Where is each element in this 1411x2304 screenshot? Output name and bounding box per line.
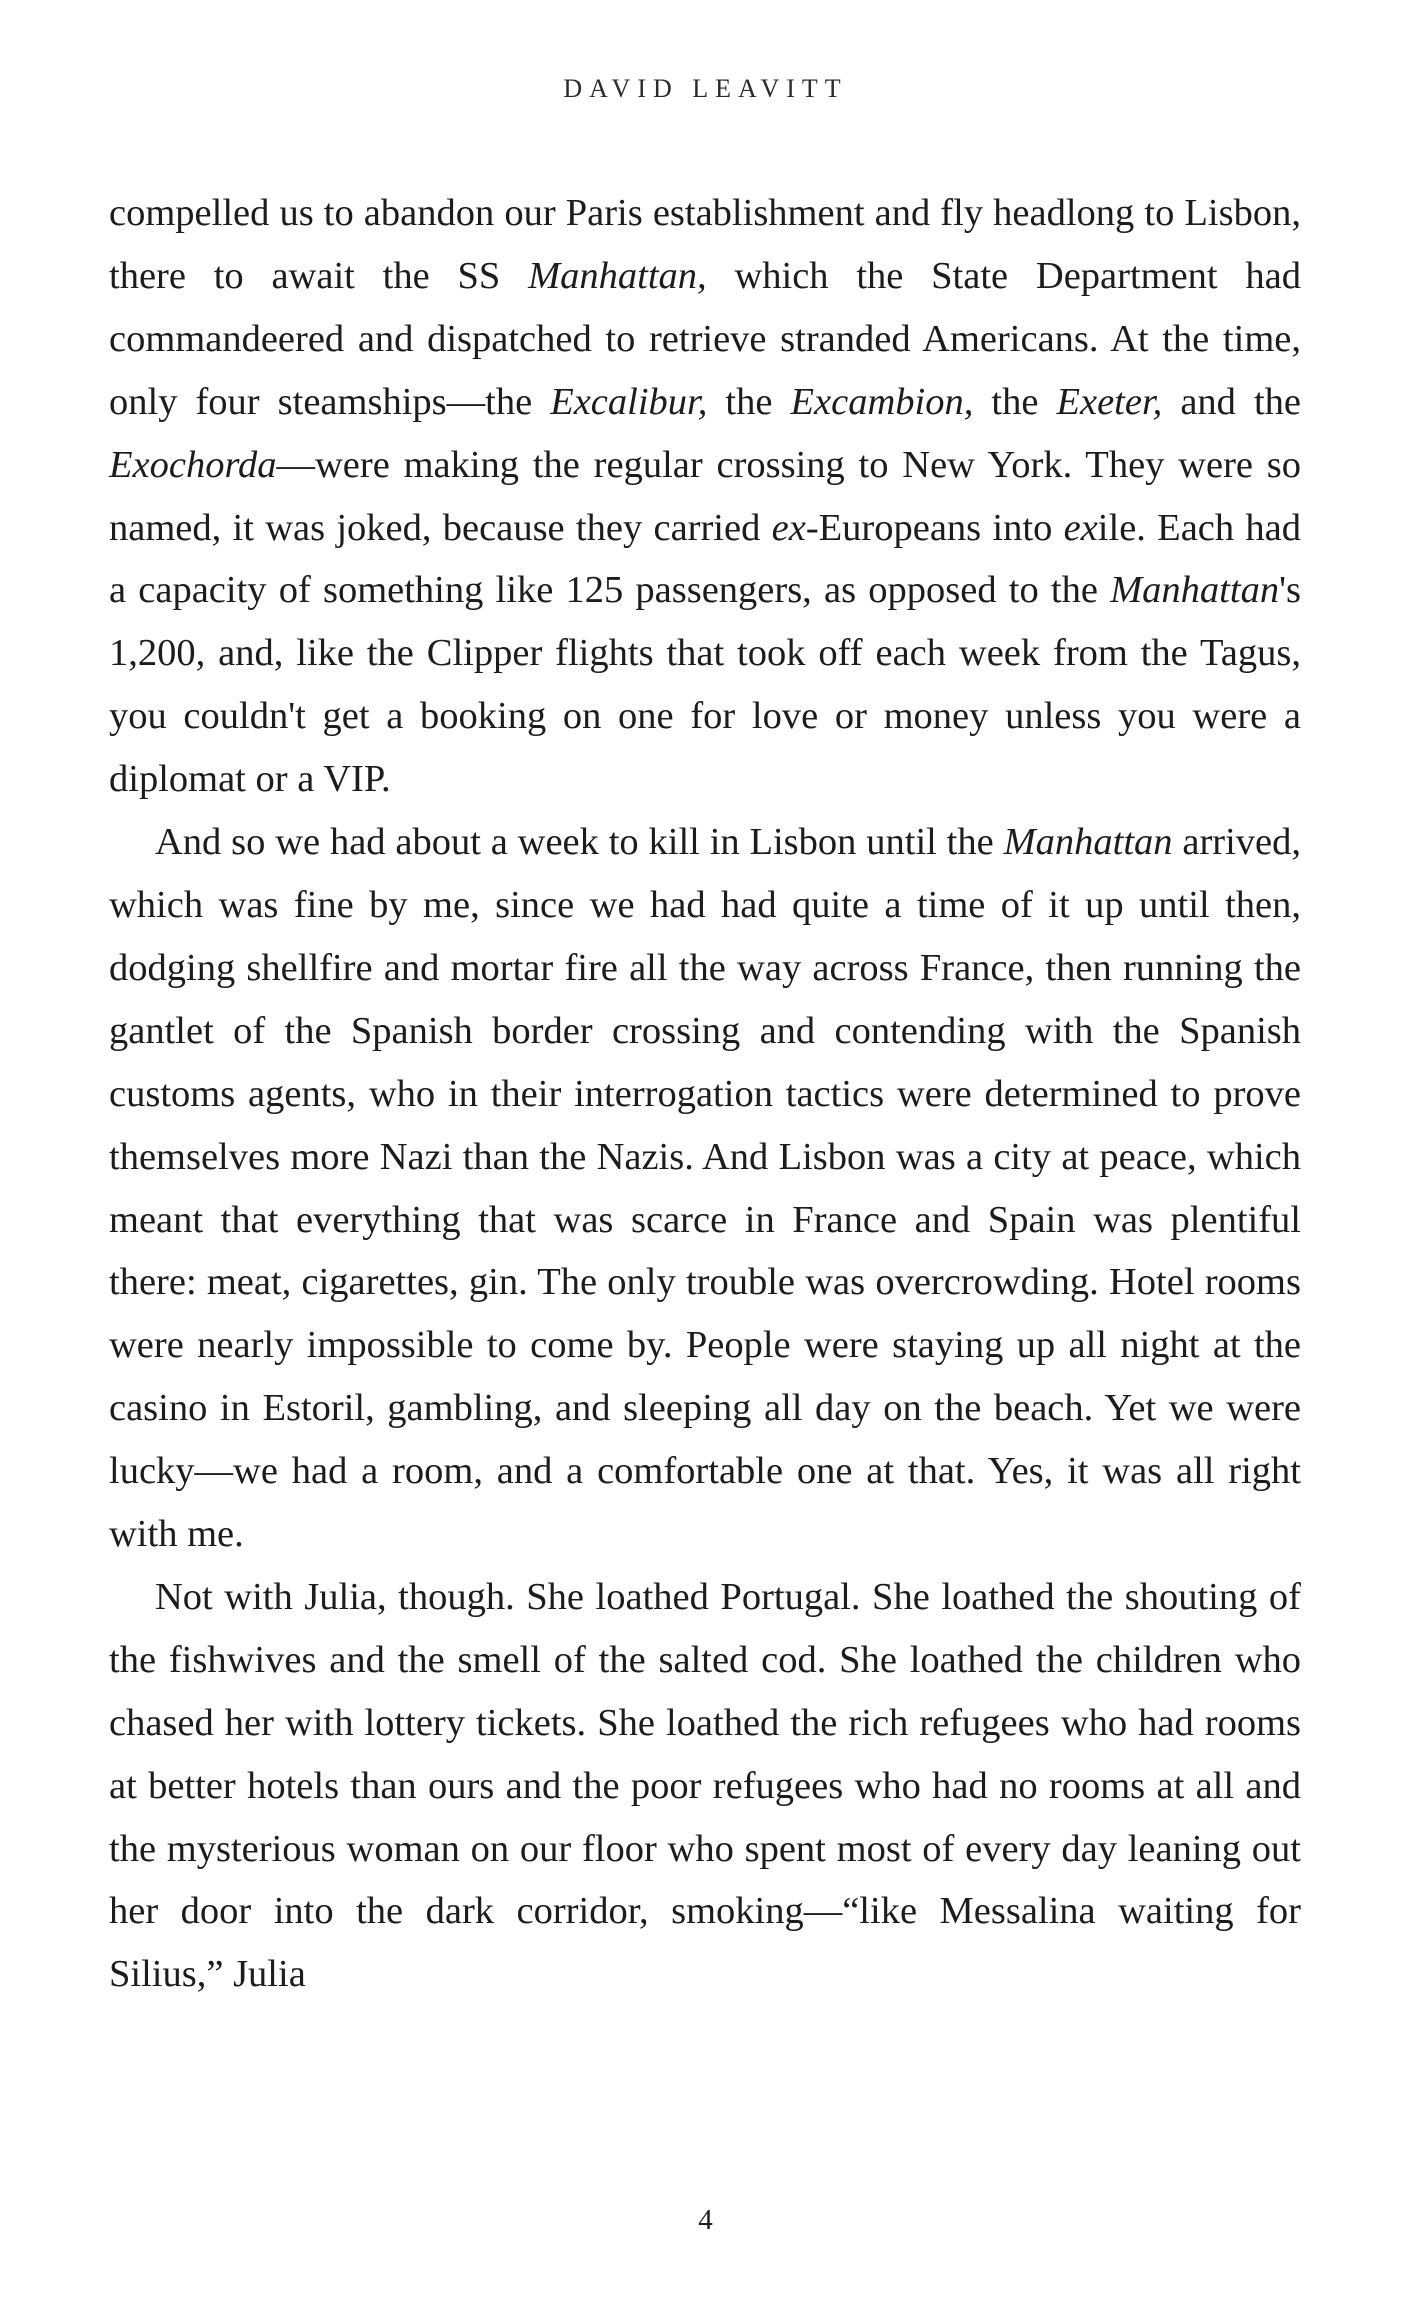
- p1-text-2: which the State Department had commandeered and dispatched to retrieve stranded Americans. At the time, only four steamships—the: [109, 254, 1302, 423]
- paragraph-1: [109, 182, 1301, 811]
- p1-text-9: 's 1,200, and, like the Clipper flights that took off each week from the Tagus, you couldn't get a booking on one for love or money unless you were a diplomat or a VIP.: [109, 569, 1301, 801]
- page-body: [109, 182, 1301, 2006]
- p1-text-1: compelled us to abandon our Paris establishment and fly headlong to Lisbon, there to await the SS: [109, 192, 1301, 297]
- p1-text-7: -Europeans into: [805, 506, 1064, 549]
- p2-ship-manhattan: Manhattan: [1003, 821, 1173, 864]
- p1-text-4: the: [973, 380, 1057, 423]
- p1-text-6: —were making the regular crossing to New York. They were so named, it was joked, because they carried: [109, 443, 1301, 549]
- p1-ship-excambion: Excambion,: [790, 380, 974, 423]
- p1-text-3: the: [707, 380, 791, 423]
- p1-ship-excalibur: Excalibur,: [550, 380, 708, 423]
- paragraph-2: [109, 811, 1301, 1566]
- running-head: DAVID LEAVITT: [563, 74, 848, 103]
- p1-ship-manhattan: Manhattan,: [528, 254, 707, 297]
- p1-ex-prefix: ex: [771, 506, 806, 549]
- p3-text-1: Not with Julia, though. She loathed Portugal. She loathed the shouting of the fishwives and the smell of the salted cod. She loathed the children who chased her with lottery tickets. She loathed the rich refugees who had rooms at better hotels than ours and the poor refugees who had no rooms at all and the mysterious woman on our floor who spent most of every day leaning out her door into the dark corridor, smoking—“like Messalina waiting for Silius,” Julia: [109, 1575, 1301, 1996]
- p1-text-5: and the: [1162, 380, 1301, 423]
- p1-exile-prefix: ex: [1063, 506, 1098, 549]
- p1-ship-manhattan-2: Manhattan: [1110, 569, 1280, 612]
- paragraph-3: [109, 1566, 1301, 2006]
- p2-text-2: arrived, which was fine by me, since we had had quite a time of it up until then, dodging shellfire and mortar fire all the way across France, then running the gantlet of the Spanish border crossing and contending with the Spanish customs agents, who in their interrogation tactics were determined to prove themselves more Nazi than the Nazis. And Lisbon was a city at peace, which meant that everything that was scarce in France and Spain was plentiful there: meat, cigarettes, gin. The only trouble was overcrowding. Hotel rooms were nearly impossible to come by. People were staying up all night at the casino in Estoril, gambling, and sleeping all day on the beach. Yet we were lucky—we had a room, and a comfortable one at that. Yes, it was all right with me.: [109, 821, 1302, 1556]
- p2-text-1: And so we had about a week to kill in Lisbon until the: [155, 821, 1004, 864]
- p1-ship-exeter: Exeter,: [1056, 380, 1163, 423]
- p1-ship-exochorda: Exochorda: [109, 443, 277, 486]
- p1-text-8: ile. Each had a capacity of something like 125 passengers, as opposed to the: [109, 506, 1302, 612]
- page-number: 4: [698, 2204, 713, 2236]
